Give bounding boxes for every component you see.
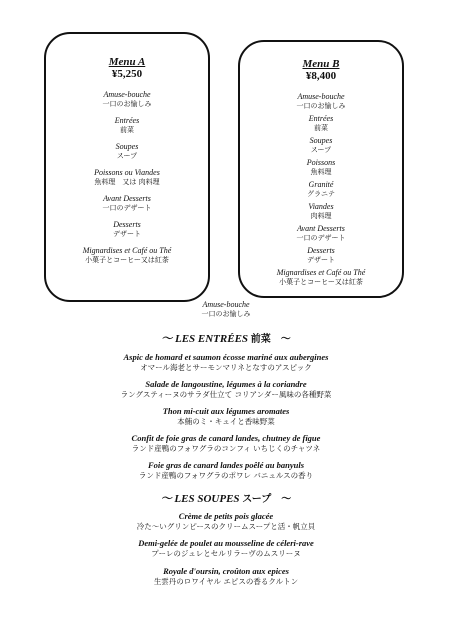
dish-name-fr: Salade de langoustine, légumes à la coriandre [145,379,307,389]
course-name-jp: スープ [310,146,332,154]
menu-b-course [240,246,402,265]
dish-name-fr: Thon mi-cuit aux légumes aromates [162,406,290,416]
course-name-fr: Viandes [308,202,334,211]
dish-name-fr: Demi-gelée de poulet au mousseline de céleri-rave [138,538,314,548]
course-name-jp: 一口のお愉しみ [102,100,152,108]
course-name-jp: 魚料理 [310,168,332,176]
menu-b-title: Menu B [302,58,340,70]
menu-b-course [240,202,402,221]
soupe-item [0,538,452,559]
dish-name-jp: プーレのジュレとセルリラーヴのムスリーヌ [151,549,301,558]
course-name-fr: Poissons [306,158,336,167]
course-name-fr: Desserts [307,246,335,255]
soupes-heading-jp: スープ ～ [242,494,292,505]
course-name-jp: デザート [113,230,141,238]
menu-a-course [46,194,208,213]
course-name-fr: Poissons ou Viandes [94,168,160,177]
course-name-jp: 一口のデザート [296,234,346,242]
entrees-heading-fr: ～ LES ENTRÉES [161,333,249,345]
course-name-jp: スープ [116,152,138,160]
course-name-fr: Desserts [113,220,141,229]
dish-name-jp: 冷た～いグリンピースのクリームスープと活・帆立貝 [136,522,316,531]
entree-item [0,406,452,427]
course-name-fr: Soupes [309,136,333,145]
entrees-heading-jp: 前菜 ～ [250,334,291,345]
menu-b-course [240,224,402,243]
course-name-jp: デザート [307,256,335,264]
menu-b-course [240,180,402,199]
soupe-item [0,511,452,532]
course-name-fr: Mignardises et Café ou Thé [82,246,172,255]
menu-a-header [46,56,208,80]
course-name-jp: 一口のお愉しみ [296,102,346,110]
menu-a-title: Menu A [108,56,146,68]
soupe-item [0,566,452,587]
menu-a-price: ¥5,250 [111,68,143,80]
dish-name-jp: ランド産鴨のフォワグラのポワレ バニュルスの香り [138,471,314,480]
entrees-heading [0,330,452,346]
course-name-jp: グラニテ [307,190,335,198]
dish-name-fr: Foie gras de canard landes poêlé au banyuls [147,460,305,470]
course-name-fr: Amuse-bouche [297,92,345,101]
menu-a-course [46,116,208,135]
menu-b-header [240,58,402,82]
amuse-bouche-title-jp: 一口のお愉しみ [201,310,251,318]
entree-item [0,352,452,373]
course-name-jp: 前菜 [314,124,328,132]
dish-name-jp: 本鮪のミ・キュイと香味野菜 [177,417,275,426]
course-name-fr: Entrées [308,114,334,123]
soupes-heading-fr: ～ LES SOUPES [160,493,240,505]
dish-name-fr: Aspic de homard et saumon écosse mariné aux aubergines [123,352,329,362]
course-name-jp: 肉料理 [310,212,332,220]
course-name-fr: Amuse-bouche [103,90,151,99]
dish-name-fr: Crème de petits pois glacée [178,511,274,521]
menu-b-price: ¥8,400 [305,70,337,82]
course-name-fr: Soupes [115,142,139,151]
menu-a-course [46,90,208,109]
dish-name-fr: Confit de foie gras de canard landes, chutney de figue [131,433,321,443]
entree-item [0,433,452,454]
dish-name-jp: オマール海老とサーモンマリネとなすのアスピック [140,363,312,372]
menu-b-course [240,136,402,155]
dish-name-jp: 生雲丹のロワイヤル エピスの香るクルトン [153,577,299,586]
dish-name-jp: ランド産鴨のフォワグラのコンフィ いちじくのチャツネ [131,444,321,453]
course-name-jp: 魚料理 又は 肉料理 [94,178,160,186]
dish-name-jp: ラングスティーヌのサラダ仕立て コリアンダー風味の各種野菜 [120,390,332,399]
course-name-fr: Avant Desserts [103,194,151,203]
amuse-bouche-section [150,300,302,319]
course-name-jp: 小菓子とコーヒー又は紅茶 [85,256,169,264]
course-name-fr: Granité [308,180,334,189]
soupes-heading [0,490,452,506]
amuse-bouche-title-fr: Amuse-bouche [202,300,250,309]
menu-b-course [240,92,402,111]
course-name-fr: Avant Desserts [297,224,345,233]
menu-b-course [240,158,402,177]
menu-a-course [46,142,208,161]
course-name-jp: 小菓子とコーヒー又は紅茶 [279,278,363,286]
menu-a-course [46,220,208,239]
menu-a-course [46,168,208,187]
course-name-fr: Mignardises et Café ou Thé [276,268,366,277]
course-name-fr: Entrées [114,116,140,125]
menu-a-course [46,246,208,265]
menu-b-course [240,114,402,133]
entree-item [0,460,452,481]
course-name-jp: 一口のデザート [102,204,152,212]
course-name-jp: 前菜 [120,126,134,134]
dish-name-fr: Royale d'oursin, croûton aux epices [163,566,289,576]
menu-a-box [44,32,210,302]
entree-item [0,379,452,400]
menu-b-box [238,40,404,298]
menu-b-course [240,268,402,287]
